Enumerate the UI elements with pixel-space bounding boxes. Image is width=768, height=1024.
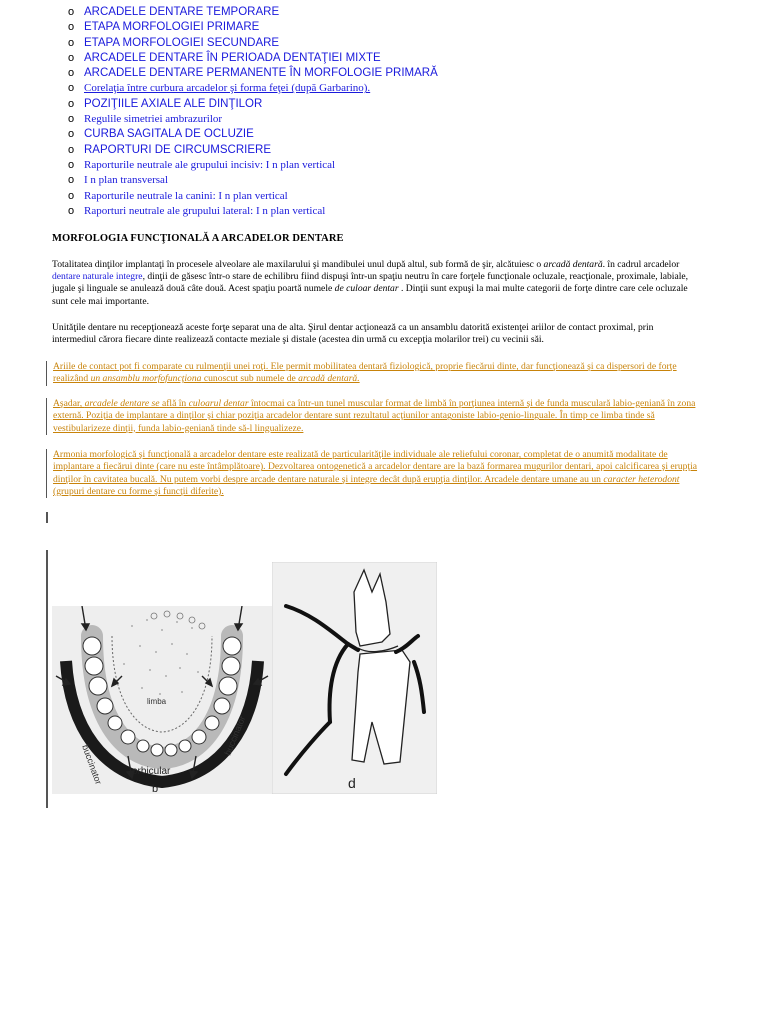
section-heading: MORFOLOGIA FUNCŢIONALĂ A ARCADELOR DENTARE [52,233,344,244]
toc-link[interactable]: RAPORTURI DE CIRCUMSCRIERE [84,143,271,156]
toc-item[interactable] [68,20,438,35]
toc-item[interactable] [68,112,438,127]
bullet-icon: o [68,158,75,171]
bullet-icon: o [68,51,75,64]
toc-item[interactable] [68,51,438,66]
toc-item[interactable] [68,5,438,20]
text-cursor [46,512,48,523]
highlight-quote-3[interactable]: Armonia morfologică şi funcţională a arcadelor dentare este realizată de particularităţile individuale ale reliefului coronar, completat de o anumită modalitate de implantare a fiecărui dinte (care nu este întâmplătoare). Dezvoltarea ontogenetică a arcadelor dentare are la bază formarea mugurilor dentari, apoi calcificarea şi erupţia dinţilor în cavitatea bucală. Nu putem vorbi despre arcade dentare naturale şi integre decât după erupţia dinţilor. Arcadele dentare umane au un caracter heterodont (grupuri dentare cu forme şi funcţii diferite). [46,449,705,498]
highlight-quote-1[interactable]: Ariile de contact pot fi comparate cu rulmenţii unei roţi. Ele permit mobilitatea dentară fiziologică, proprie fiecărui dinte, dar funcţionează şi ca dispersori de forţe realizând un ansamblu morfofuncţiona cunoscut sub numele de arcadă dentară. [46,361,705,386]
toc-item[interactable] [68,143,438,158]
bullet-icon: o [68,174,75,187]
toc-item[interactable] [68,97,438,112]
toc-item[interactable] [68,189,438,204]
lower-tooth [352,650,410,764]
bullet-icon: o [68,97,75,110]
dental-arch-muscles-figure [52,606,272,794]
label-buccinator-right: buccinator [222,714,248,757]
link-dentare-naturale-integre[interactable]: dentare naturale integre [52,271,143,283]
label-orbicular: orbicular [132,766,171,777]
figure-side-bar [46,550,48,808]
toc-link[interactable]: I n plan transversal [84,174,168,187]
toc-link[interactable]: CURBA SAGITALA DE OCLUZIE [84,128,254,141]
toc-link[interactable]: POZIŢIILE AXIALE ALE DINŢILOR [84,97,263,110]
toc-link[interactable]: ETAPA MORFOLOGIEI PRIMARE [84,21,260,34]
label-limba: limba [147,697,167,706]
label-buccinator-left: buccinator [80,743,104,786]
toc-link[interactable]: ETAPA MORFOLOGIEI SECUNDARE [84,36,280,49]
toc-item[interactable] [68,173,438,188]
toc-item[interactable] [68,127,438,142]
toc-link[interactable]: Corelaţia între curbura arcadelor şi forma feţei (după Garbarino). [84,82,371,95]
bullet-icon: o [68,128,75,141]
bullet-icon: o [68,189,75,202]
toc-item[interactable] [68,81,438,96]
toc-link[interactable]: Raporturile neutrale ale grupului incisiv: I n plan vertical [84,158,336,171]
tooth-section-figure [272,562,437,794]
toc-item[interactable] [68,36,438,51]
bullet-icon: o [68,204,75,217]
figure-letter-d: d [348,775,356,791]
bullet-icon: o [68,21,75,34]
toc-link[interactable]: Raporturi neutrale ale grupului lateral: I n plan vertical [84,204,326,217]
paragraph-intro: Totalitatea dinţilor implantaţi în procesele alveolare ale maxilarului şi mandibulei unul după altul, sub formă de şir, alcătuiesc o arcadă dentară. în cadrul arcadelor dentare naturale integre, dinţii de găsesc într-o stare de echilibru fiind dispuşi într-un spaţiu neutru în care forţele funcţionale ocluzale, reacţionale, proximale, labiale, jugale şi linguale se anulează două câte două. Acest spaţiu poartă numele de culoar dentar . Dinţii sunt expuşi la mai multe categorii de forţe dintre care cele ocluzale sunt cele mai importante. [52,259,689,307]
toc-link[interactable]: ARCADELE DENTARE ÎN PERIOADA DENTAŢIEI MIXTE [84,51,381,64]
toc-item[interactable] [68,66,438,81]
table-of-contents [68,5,438,219]
bullet-icon: o [68,113,75,126]
toc-item[interactable] [68,158,438,173]
highlight-quote-2[interactable]: Aşadar, arcadele dentare se află în culoarul dentar întocmai ca într-un tunel muscular format de limbă în porţiunea internă şi de funda musculară labio-geniană în zona externă. Poziţia de implantare a dinţilor şi chiar poziţia arcadelor dentare sunt rezultatul acţiunilor antagoniste labio-genio-linguale. În timp ce limba tinde să vestibularizeze dinţii, funda labio-geniană tinde să-l lingualizeze. [46,398,705,435]
toc-link[interactable]: ARCADELE DENTARE TEMPORARE [84,6,280,18]
toc-link[interactable]: Raporturile neutrale la canini: I n plan vertical [84,189,288,202]
figure-letter-b: b [152,783,159,794]
toc-item[interactable] [68,204,438,219]
bullet-icon: o [68,36,75,49]
bullet-icon: o [68,143,75,156]
toc-link[interactable]: Regulile simetriei ambrazurilor [84,113,223,126]
paragraph-contact-areas: Unităţile dentare nu recepţionează aceste forţe separat una de alta. Şirul dentar acţionează ca un ansamblu datorită existenţei ariilor de contact proximal, prin intermediul cărora fiecare dinte realizează contacte meziale şi distale (acestea din urmă cu excepţia molarilor trei) cu vecinii săi. [52,322,654,346]
bullet-icon: o [68,6,75,18]
toc-link[interactable]: ARCADELE DENTARE PERMANENTE ÎN MORFOLOGIE PRIMARĂ [84,67,438,80]
bullet-icon: o [68,67,75,80]
bullet-icon: o [68,82,75,95]
